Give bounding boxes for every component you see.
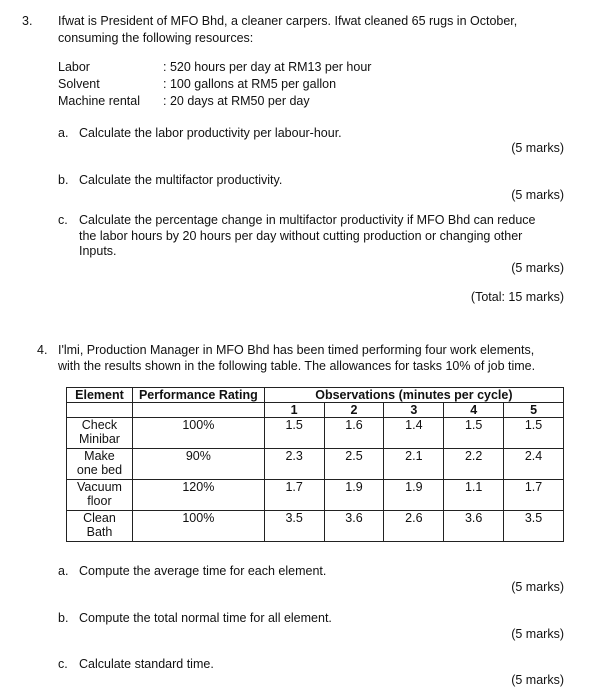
obs-value: 2.5 xyxy=(324,449,384,480)
obs-number: 1 xyxy=(264,403,324,418)
resource-value-machine: : 20 days at RM50 per day xyxy=(163,94,310,108)
table-row xyxy=(67,449,564,480)
q4a-text: Compute the average time for each element. xyxy=(79,564,327,578)
obs-value: 1.5 xyxy=(444,418,504,449)
element-cell xyxy=(67,480,133,511)
obs-value: 1.5 xyxy=(264,418,324,449)
obs-value: 1.7 xyxy=(264,480,324,511)
table-row xyxy=(67,418,564,449)
obs-value: 1.9 xyxy=(324,480,384,511)
element-line1: Make xyxy=(84,449,115,463)
observations-table xyxy=(66,387,564,542)
q4b-marks: (5 marks) xyxy=(511,627,564,641)
resource-name-solvent: Solvent xyxy=(58,77,100,91)
q3c-label: c. xyxy=(58,213,68,227)
obs-value: 2.2 xyxy=(444,449,504,480)
q3-intro-line2: consuming the following resources: xyxy=(58,31,254,45)
obs-number: 4 xyxy=(444,403,504,418)
obs-value: 2.1 xyxy=(384,449,444,480)
q4a-marks: (5 marks) xyxy=(511,580,564,594)
q3c-line3: Inputs. xyxy=(79,244,117,258)
obs-value: 1.1 xyxy=(444,480,504,511)
q4-intro-line1: I'lmi, Production Manager in MFO Bhd has been timed performing four work elements, xyxy=(58,343,535,357)
element-cell xyxy=(67,449,133,480)
empty-cell xyxy=(132,403,264,418)
q3c-line2: the labor hours by 20 hours per day without cutting production or changing other xyxy=(79,229,523,243)
element-line1: Clean xyxy=(83,511,116,525)
rating-cell: 120% xyxy=(132,480,264,511)
obs-value: 3.6 xyxy=(444,511,504,542)
obs-number: 2 xyxy=(324,403,384,418)
obs-value: 2.4 xyxy=(504,449,564,480)
obs-value: 1.6 xyxy=(324,418,384,449)
q3-total: (Total: 15 marks) xyxy=(470,290,564,304)
q3b-marks: (5 marks) xyxy=(511,188,564,202)
q3c-marks: (5 marks) xyxy=(511,261,564,275)
resource-value-solvent: : 100 gallons at RM5 per gallon xyxy=(163,77,337,91)
resource-name-machine: Machine rental xyxy=(58,94,140,108)
q4b-text: Compute the total normal time for all element. xyxy=(79,611,332,625)
resource-value-labor: : 520 hours per day at RM13 per hour xyxy=(163,60,372,74)
empty-cell xyxy=(67,403,133,418)
q3a-label: a. xyxy=(58,126,69,140)
q4a-label: a. xyxy=(58,564,69,578)
q4-intro-line2: with the results shown in the following table. The allowances for tasks 10% of job time. xyxy=(58,359,536,373)
obs-number: 3 xyxy=(384,403,444,418)
table-row xyxy=(67,480,564,511)
element-line1: Check xyxy=(81,418,118,432)
obs-value: 3.5 xyxy=(264,511,324,542)
table-subheader-row xyxy=(67,403,564,418)
obs-value: 2.3 xyxy=(264,449,324,480)
obs-value: 2.6 xyxy=(384,511,444,542)
col-element-header: Element xyxy=(67,388,133,403)
q4c-label: c. xyxy=(58,657,68,671)
q3-number: 3. xyxy=(22,14,33,28)
q4c-text: Calculate standard time. xyxy=(79,657,214,671)
obs-value: 1.4 xyxy=(384,418,444,449)
rating-cell: 100% xyxy=(132,418,264,449)
q3b-text: Calculate the multifactor productivity. xyxy=(79,173,283,187)
obs-value: 1.7 xyxy=(504,480,564,511)
element-line2: floor xyxy=(87,494,112,508)
element-cell xyxy=(67,511,133,542)
table-header-row xyxy=(67,388,564,403)
col-observations-header: Observations (minutes per cycle) xyxy=(264,388,563,403)
resource-name-labor: Labor xyxy=(58,60,90,74)
element-line2: Minibar xyxy=(78,432,120,446)
table-row xyxy=(67,511,564,542)
element-line1: Vacuum xyxy=(77,480,122,494)
q4c-marks: (5 marks) xyxy=(511,673,564,687)
q3-intro-line1: Ifwat is President of MFO Bhd, a cleaner carpers. Ifwat cleaned 65 rugs in October, xyxy=(58,14,518,28)
col-rating-header: Performance Rating xyxy=(132,388,264,403)
q4b-label: b. xyxy=(58,611,69,625)
obs-value: 3.5 xyxy=(504,511,564,542)
obs-value: 3.6 xyxy=(324,511,384,542)
rating-cell: 90% xyxy=(132,449,264,480)
q3b-label: b. xyxy=(58,173,69,187)
rating-cell: 100% xyxy=(132,511,264,542)
q3a-marks: (5 marks) xyxy=(511,141,564,155)
q4-number: 4. xyxy=(37,343,48,357)
element-line2: one bed xyxy=(76,463,123,477)
element-cell xyxy=(67,418,133,449)
obs-value: 1.5 xyxy=(504,418,564,449)
q3c-line1: Calculate the percentage change in multifactor productivity if MFO Bhd can reduce xyxy=(79,213,536,227)
q3a-text: Calculate the labor productivity per labour-hour. xyxy=(79,126,342,140)
obs-number: 5 xyxy=(504,403,564,418)
obs-value: 1.9 xyxy=(384,480,444,511)
element-line2: Bath xyxy=(86,525,113,539)
